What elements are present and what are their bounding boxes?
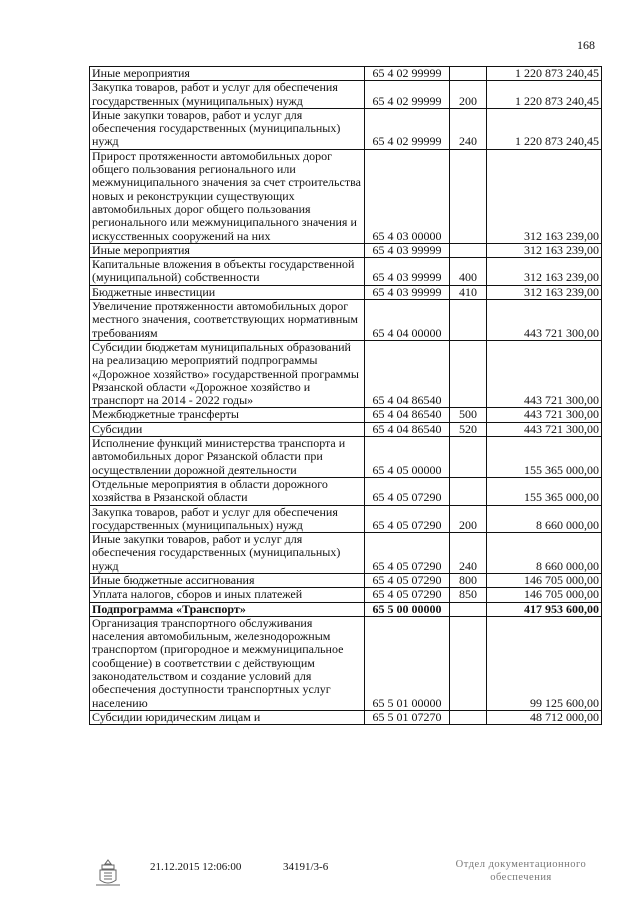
row-sum: 312 163 239,00 — [487, 243, 602, 257]
row-sum: 443 721 300,00 — [487, 340, 602, 407]
footer-department: Отдел документационного обеспечения — [455, 859, 587, 883]
table-row — [90, 149, 602, 243]
row-code: 65 4 04 86540 — [365, 340, 450, 407]
row-expense-type — [450, 602, 487, 616]
row-code: 65 5 00 00000 — [365, 602, 450, 616]
row-sum: 443 721 300,00 — [487, 300, 602, 341]
row-name: Капитальные вложения в объекты государственной (муниципальной) собственности — [90, 258, 365, 286]
page-footer — [0, 858, 640, 898]
table-row — [90, 602, 602, 616]
row-name: Иные бюджетные ассигнования — [90, 573, 365, 587]
table-row — [90, 710, 602, 724]
footer-doc-number: 34191/3-6 — [283, 861, 329, 873]
row-expense-type: 400 — [450, 258, 487, 286]
table-row — [90, 408, 602, 422]
row-code: 65 4 03 99999 — [365, 258, 450, 286]
row-expense-type: 410 — [450, 285, 487, 299]
row-name: Межбюджетные трансферты — [90, 408, 365, 422]
row-sum: 99 125 600,00 — [487, 616, 602, 710]
row-name: Иные закупки товаров, работ и услуг для обеспечения государственных (муниципальных) нужд — [90, 533, 365, 574]
row-code: 65 4 02 99999 — [365, 67, 450, 81]
row-expense-type — [450, 616, 487, 710]
row-sum: 312 163 239,00 — [487, 285, 602, 299]
row-code: 65 4 02 99999 — [365, 108, 450, 149]
row-name: Иные мероприятия — [90, 67, 365, 81]
row-name: Закупка товаров, работ и услуг для обеспечения государственных (муниципальных) нужд — [90, 81, 365, 109]
row-code: 65 4 02 99999 — [365, 81, 450, 109]
table-row — [90, 477, 602, 505]
row-sum: 417 953 600,00 — [487, 602, 602, 616]
row-name: Субсидии юридическим лицам и — [90, 710, 365, 724]
row-sum: 8 660 000,00 — [487, 533, 602, 574]
row-name: Исполнение функций министерства транспорта и автомобильных дорог Рязанской области при осуществлении дорожной деятельности — [90, 437, 365, 478]
table-row — [90, 505, 602, 533]
row-sum: 1 220 873 240,45 — [487, 81, 602, 109]
row-name: Увеличение протяженности автомобильных дорог местного значения, соответствующих нормативным требованиям — [90, 300, 365, 341]
row-sum: 1 220 873 240,45 — [487, 67, 602, 81]
row-code: 65 4 04 86540 — [365, 408, 450, 422]
row-name: Организация транспортного обслуживания населения автомобильным, железнодорожным транспортом (пригородное и межмуниципальное сообщение) в соответствии с действующим законодательством и создание условий для обеспечения доступности транспортных услуг населению — [90, 616, 365, 710]
row-name: Субсидии бюджетам муниципальных образований на реализацию мероприятий подпрограммы «Дорожное хозяйство» государственной программы Рязанской области «Дорожное хозяйство и транспорт на 2014 - 2022 годы» — [90, 340, 365, 407]
row-sum: 146 705 000,00 — [487, 573, 602, 587]
row-expense-type — [450, 710, 487, 724]
table-row — [90, 108, 602, 149]
row-sum: 48 712 000,00 — [487, 710, 602, 724]
table-row — [90, 243, 602, 257]
row-name: Иные закупки товаров, работ и услуг для обеспечения государственных (муниципальных) нужд — [90, 108, 365, 149]
row-code: 65 4 05 07290 — [365, 533, 450, 574]
row-code: 65 4 05 07290 — [365, 573, 450, 587]
row-code: 65 4 03 99999 — [365, 285, 450, 299]
row-expense-type — [450, 437, 487, 478]
row-code: 65 4 04 86540 — [365, 422, 450, 436]
row-name: Уплата налогов, сборов и иных платежей — [90, 588, 365, 602]
table-row — [90, 588, 602, 602]
table-row — [90, 285, 602, 299]
row-sum: 312 163 239,00 — [487, 258, 602, 286]
row-name: Прирост протяженности автомобильных дорог общего пользования регионального или межмуниципального значения за счет строительства новых и реконструкции существующих автомобильных дорог общего пользования регионального или межмуниципального значения и искусственных сооружений на них — [90, 149, 365, 243]
row-expense-type: 850 — [450, 588, 487, 602]
budget-table — [89, 66, 602, 725]
table-row — [90, 258, 602, 286]
row-expense-type: 520 — [450, 422, 487, 436]
row-expense-type: 200 — [450, 505, 487, 533]
table-row — [90, 81, 602, 109]
row-code: 65 5 01 00000 — [365, 616, 450, 710]
table-row — [90, 437, 602, 478]
coat-of-arms-icon — [94, 858, 122, 888]
table-row — [90, 340, 602, 407]
row-sum: 443 721 300,00 — [487, 408, 602, 422]
row-code: 65 4 05 07290 — [365, 588, 450, 602]
row-expense-type: 240 — [450, 533, 487, 574]
row-expense-type — [450, 340, 487, 407]
row-name: Субсидии — [90, 422, 365, 436]
table-row — [90, 300, 602, 341]
row-code: 65 4 03 00000 — [365, 149, 450, 243]
row-expense-type — [450, 67, 487, 81]
row-expense-type — [450, 149, 487, 243]
row-sum: 8 660 000,00 — [487, 505, 602, 533]
row-name: Отдельные мероприятия в области дорожного хозяйства в Рязанской области — [90, 477, 365, 505]
row-expense-type — [450, 300, 487, 341]
row-name: Закупка товаров, работ и услуг для обеспечения государственных (муниципальных) нужд — [90, 505, 365, 533]
row-code: 65 5 01 07270 — [365, 710, 450, 724]
row-name: Подпрограмма «Транспорт» — [90, 602, 365, 616]
row-sum: 443 721 300,00 — [487, 422, 602, 436]
row-code: 65 4 05 00000 — [365, 437, 450, 478]
footer-datetime: 21.12.2015 12:06:00 — [150, 861, 242, 873]
row-code: 65 4 05 07290 — [365, 477, 450, 505]
table-row — [90, 422, 602, 436]
row-sum: 155 365 000,00 — [487, 437, 602, 478]
table-row — [90, 67, 602, 81]
row-expense-type — [450, 243, 487, 257]
row-name: Иные мероприятия — [90, 243, 365, 257]
row-code: 65 4 05 07290 — [365, 505, 450, 533]
row-sum: 312 163 239,00 — [487, 149, 602, 243]
row-name: Бюджетные инвестиции — [90, 285, 365, 299]
row-sum: 146 705 000,00 — [487, 588, 602, 602]
table-row — [90, 573, 602, 587]
table-row — [90, 533, 602, 574]
row-expense-type: 200 — [450, 81, 487, 109]
row-sum: 1 220 873 240,45 — [487, 108, 602, 149]
page-number: 168 — [577, 38, 595, 52]
row-code: 65 4 04 00000 — [365, 300, 450, 341]
row-code: 65 4 03 99999 — [365, 243, 450, 257]
row-expense-type: 240 — [450, 108, 487, 149]
table-row — [90, 616, 602, 710]
row-sum: 155 365 000,00 — [487, 477, 602, 505]
row-expense-type — [450, 477, 487, 505]
row-expense-type: 800 — [450, 573, 487, 587]
row-expense-type: 500 — [450, 408, 487, 422]
